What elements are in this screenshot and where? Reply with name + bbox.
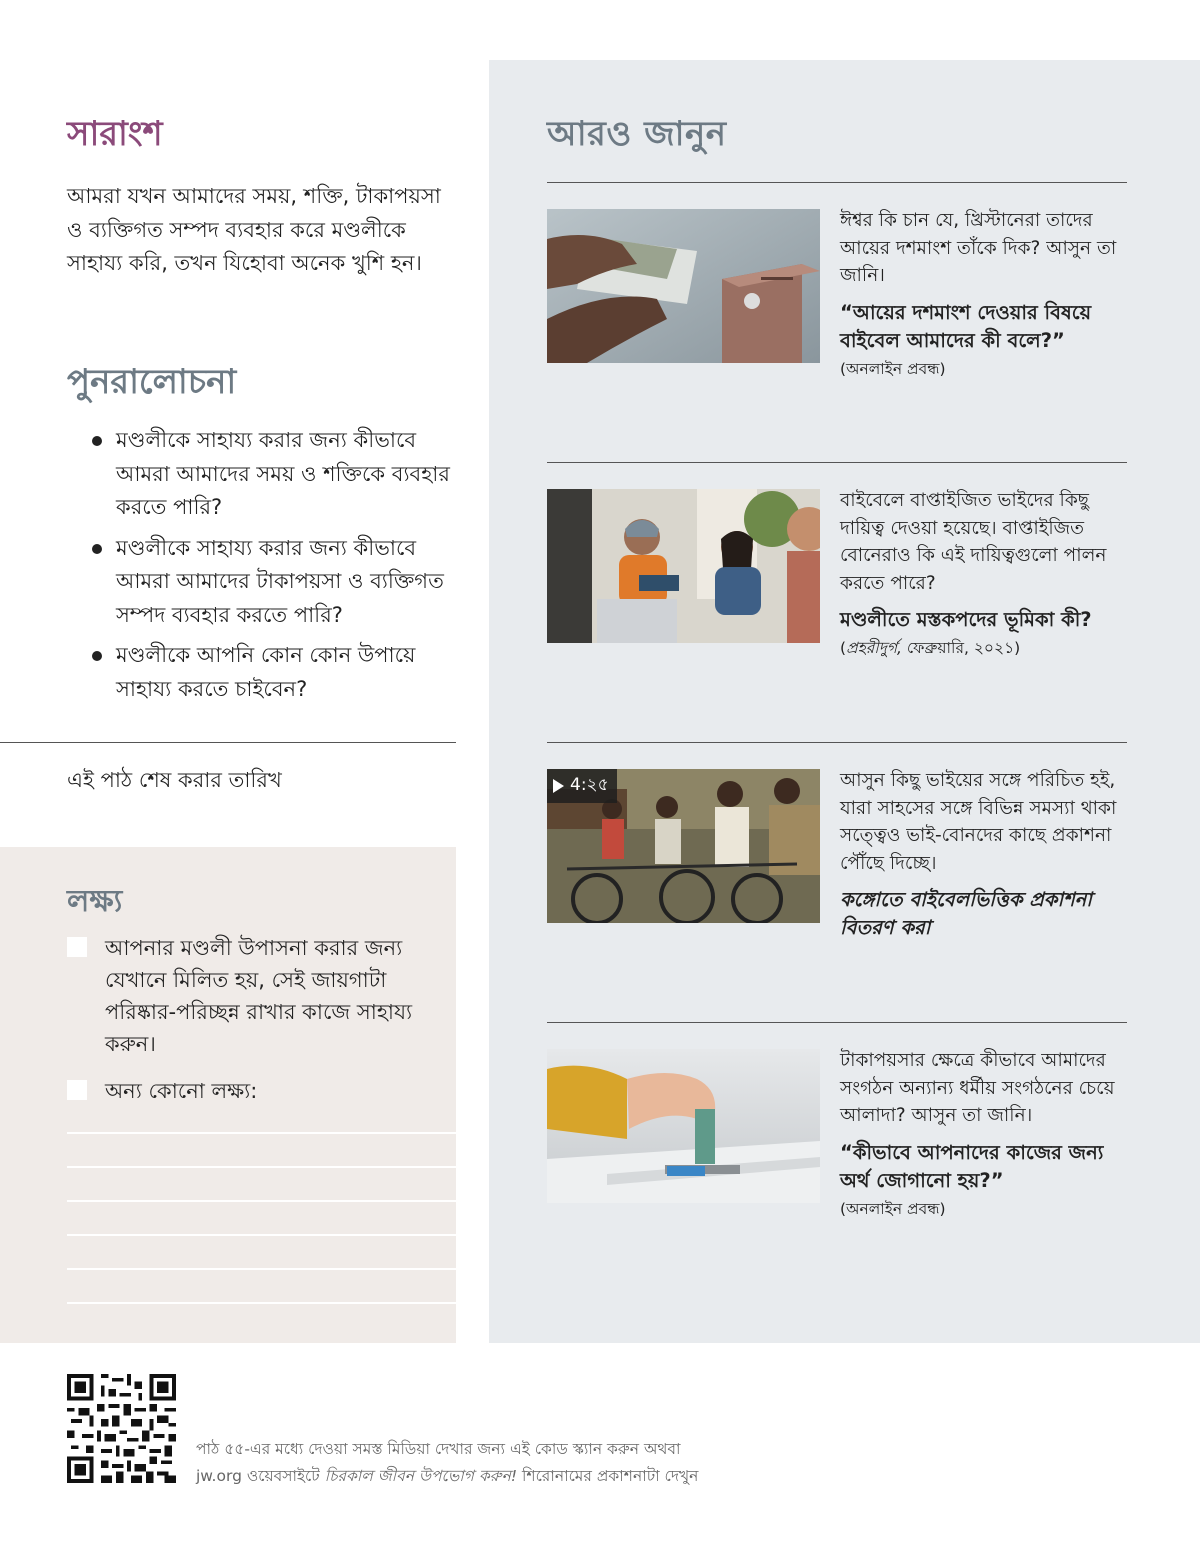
play-icon (553, 779, 564, 793)
item-description: বাইবেলে বাপ্তাইজিত ভাইদের কিছু দায়িত্ব দেওয়া হয়েছে। বাপ্তাইজিত বোনেরাও কি এই দায়িত্বগুলো পালন করতে পারে? (840, 490, 1107, 594)
review-question (92, 424, 452, 525)
item-description: টাকাপয়সার ক্ষেত্রে কীভাবে আমাদের সংগঠন অন্যান্য ধর্মীয় সংগঠনের চেয়ে আলাদা? আসুন তা জানি। (840, 1050, 1115, 1126)
learn-more-item (840, 487, 1132, 659)
review-question-text: মণ্ডলীকে আপনি কোন কোন উপায়ে সাহায্য করতে চাইবেন? (116, 643, 416, 701)
footer-line-2-suffix: শিরোনামের প্রকাশনাটা দেখুন (517, 1467, 699, 1485)
review-question-text: মণ্ডলীকে সাহায্য করার জন্য কীভাবে আমরা আমাদের টাকাপয়সা ও ব্যক্তিগত সম্পদ ব্যবহার করতে পারি? (116, 535, 444, 627)
footer-line-2 (196, 1463, 836, 1490)
goal-text: অন্য কোনো লক্ষ্য: (105, 1079, 258, 1103)
item-source: (প্রহরীদুর্গ, ফেব্রুয়ারি, ২০২১) (840, 639, 1021, 657)
item-description: আসুন কিছু ভাইয়ের সঙ্গে পরিচিত হই, যারা সাহসের সঙ্গে বিভিন্ন সমস্যা থাকা সত্ত্বেও ভাই-বোনদের কাছে প্রকাশনা পৌঁছে দিচ্ছে। (840, 770, 1117, 874)
qr-code-icon[interactable] (67, 1374, 176, 1483)
footer-line-1: পাঠ ৫৫-এর মধ্যে দেওয়া সমস্ত মিডিয়া দেখার জন্য এই কোড স্ক্যান করুন অথবা (196, 1440, 681, 1458)
divider (547, 1022, 1127, 1023)
video-duration-badge (547, 769, 617, 803)
review-title: পুনরালোচনা (67, 362, 237, 402)
source-publication: প্রহরীদুর্গ, (846, 639, 902, 657)
item-link[interactable]: “আয়ের দশমাংশ দেওয়ার বিষয়ে বাইবেল আমাদের কী বলে?” (840, 300, 1092, 352)
item-link[interactable]: “কীভাবে আপনাদের কাজের জন্য অর্থ জোগানো হয়?” (840, 1140, 1104, 1192)
summary-text: আমরা যখন আমাদের সময়, শক্তি, টাকাপয়সা ও ব্যক্তিগত সম্পদ ব্যবহার করে মণ্ডলীকে সাহায্য করি, তখন যিহোবা অনেক খুশি হন। (67, 184, 441, 275)
writing-line[interactable] (67, 1166, 456, 1168)
item-source: (অনলাইন প্রবন্ধ) (840, 359, 946, 378)
goals-title: লক্ষ্য (67, 884, 123, 919)
writing-line[interactable] (67, 1200, 456, 1202)
video-duration: 4:২৫ (570, 775, 609, 795)
writing-line[interactable] (67, 1132, 456, 1134)
item-link[interactable]: কঙ্গোতে বাইবেলভিত্তিক প্রকাশনা বিতরণ করা (840, 888, 1092, 939)
learn-more-title: আরও জানুন (547, 114, 727, 154)
divider (547, 182, 1127, 183)
divider (547, 462, 1127, 463)
bullet-icon (92, 651, 102, 661)
learn-more-item (840, 1047, 1132, 1220)
goal-checkbox[interactable] (67, 1080, 87, 1100)
goal-item-other[interactable] (67, 1075, 437, 1107)
footer-publication-title: চিরকাল জীবন উপভোগ করুন! (324, 1467, 518, 1485)
finish-date-label: এই পাঠ শেষ করার তারিখ (67, 768, 282, 792)
item-source: (অনলাইন প্রবন্ধ) (840, 1199, 946, 1218)
tithe-image[interactable] (547, 209, 820, 363)
bullet-icon (92, 436, 102, 446)
goal-text: আপনার মণ্ডলী উপাসনা করার জন্য যেখানে মিলিত হয়, সেই জায়গাটা পরিষ্কার-পরিচ্ছন্ন রাখার কাজে সাহায্য করুন। (105, 936, 413, 1056)
donation-box-image[interactable] (547, 1049, 820, 1203)
source-date: ফেব্রুয়ারি, ২০২১) (901, 639, 1021, 657)
divider (0, 742, 456, 743)
writing-line[interactable] (67, 1234, 456, 1236)
goal-checkbox[interactable] (67, 937, 87, 957)
review-question (92, 639, 452, 706)
review-question-list (92, 424, 452, 713)
divider (547, 742, 1127, 743)
video-thumbnail[interactable] (547, 769, 820, 923)
writing-line[interactable] (67, 1302, 456, 1304)
learn-more-item (840, 767, 1132, 942)
learn-more-item (840, 207, 1132, 380)
footer-text (196, 1436, 836, 1490)
bullet-icon (92, 544, 102, 554)
item-description: ঈশ্বর কি চান যে, খ্রিস্টানেরা তাদের আয়ের দশমাংশ তাঁকে দিক? আসুন তা জানি। (840, 210, 1117, 286)
goal-item[interactable] (67, 932, 437, 1060)
writing-line[interactable] (67, 1268, 456, 1270)
review-question (92, 532, 452, 633)
review-question-text: মণ্ডলীকে সাহায্য করার জন্য কীভাবে আমরা আমাদের সময় ও শক্তিকে ব্যবহার করতে পারি? (116, 428, 450, 519)
item-link[interactable]: মণ্ডলীতে মস্তকপদের ভূমিকা কী? (840, 608, 1092, 631)
bible-study-image[interactable] (547, 489, 820, 643)
summary-title: সারাংশ (67, 114, 163, 154)
footer-website[interactable]: jw.org ওয়েবসাইটে (196, 1467, 325, 1485)
